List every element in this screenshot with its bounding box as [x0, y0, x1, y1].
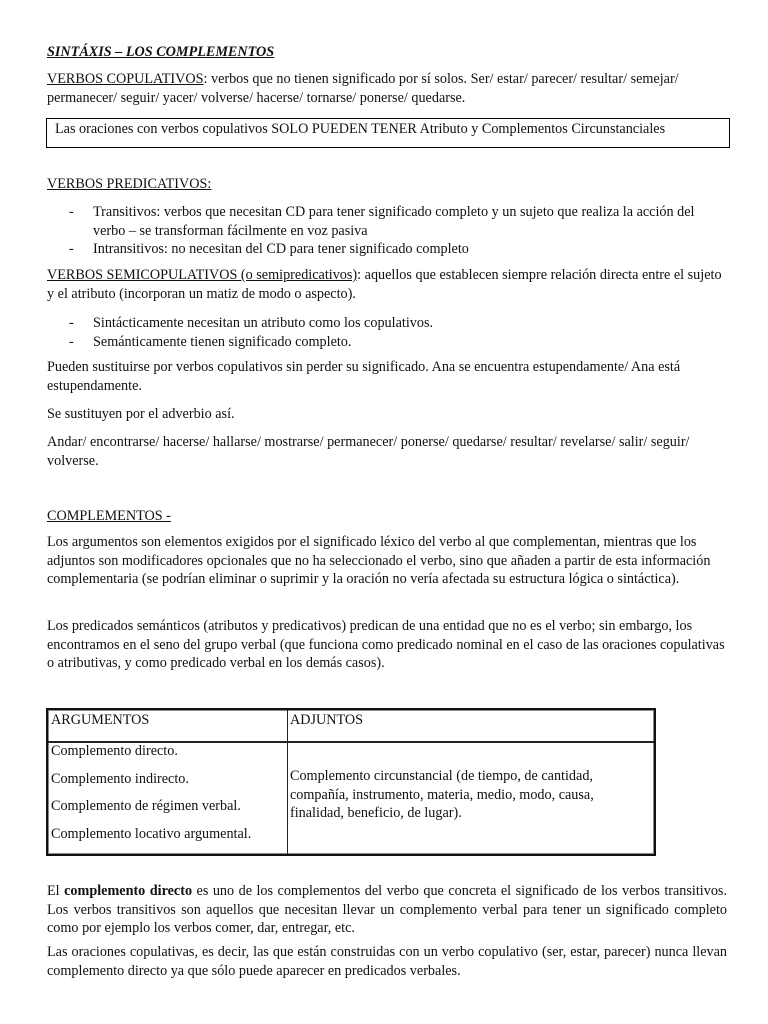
table-cell-item: Complemento indirecto.: [51, 770, 189, 787]
table-cell-item: Complemento locativo argumental.: [51, 825, 252, 842]
table-column-divider: [287, 710, 288, 854]
argumentos-adjuntos-table: [46, 708, 656, 856]
table-cell-item: Complemento de régimen verbal.: [51, 798, 241, 814]
table-header-adjuntos: ADJUNTOS: [290, 712, 364, 728]
predicativos-heading: VERBOS PREDICATIVOS:: [47, 176, 212, 192]
semicopulativos-list: [47, 314, 717, 351]
copulativas-cd-paragraph: Las oraciones copulativas, es decir, las que están construidas con un verbo copulativo (ser, estar, parecer) nunca llevan complemento directo ya que sólo puede aparecer en predicados verbales.: [47, 944, 727, 979]
semicopulativos-text: : aquellos que establecen siempre relación directa entre el sujeto y el atributo (incorporan un matiz de modo o aspecto).: [47, 267, 722, 302]
semicopulativos-verb-list: Andar/ encontrarse/ hacerse/ hallarse/ mostrarse/ permanecer/ ponerse/ quedarse/ resultar/ revelarse/ salir/ seguir/ volverse.: [47, 434, 690, 469]
adjuntos-cell: Complemento circunstancial (de tiempo, de cantidad, compañía, instrumento, materia, medio, modo, causa, finalidad, beneficio, de lugar).: [290, 768, 594, 821]
copulativos-note-box: [46, 118, 730, 148]
copulativos-paragraph: [47, 70, 727, 107]
complementos-heading: COMPLEMENTOS -: [47, 508, 171, 524]
semicopulativos-label: VERBOS SEMICOPULATIVOS (o semipredicativos): [47, 267, 358, 283]
copulativos-text: : verbos que no tienen significado por sí solos. Ser/ estar/ parecer/ resultar/ semejar/ permanecer/ seguir/ yacer/ volverse/ hacerse/ tornarse/ ponerse/ quedarse.: [47, 71, 679, 106]
list-item: - Transitivos: verbos que necesitan CD para tener significado completo y un sujeto que realiza la acción del verbo – se transforman fácilmente en voz pasiva: [47, 203, 717, 240]
cd-bold-term: complemento directo: [64, 883, 193, 899]
predicativos-list: [47, 203, 717, 259]
copulativos-label: VERBOS COPULATIVOS: [47, 71, 204, 87]
cd-lead: El: [47, 883, 65, 899]
cd-rest: es uno de los complementos del verbo que concreta el significado de los verbos transitivos. Los verbos transitivos son aquellos que necesitan llevar un complemento verbal para tener un significado completo como por ejemplo los verbos comer, dar, entregar, etc.: [47, 883, 728, 936]
semicopulativos-substitution: Pueden sustituirse por verbos copulativos sin perder su significado. Ana se encuentra estupendamente/ Ana está estupendamente.: [47, 359, 681, 394]
list-item: - Sintácticamente necesitan un atributo como los copulativos.: [47, 314, 717, 333]
list-item: - Semánticamente tienen significado completo.: [47, 333, 717, 352]
complementos-argumentos-paragraph: Los argumentos son elementos exigidos por el significado léxico del verbo al que complementan, mientras que los adjuntos son modificadores opcionales que no ha seleccionado el verbo, sino que añaden a partir de esta información complementaria (se podrían eliminar o suprimir y la oración no vería afectada su estructura lógica o sintáctica).: [47, 534, 711, 587]
copulativos-note-text: Las oraciones con verbos copulativos SOLO PUEDEN TENER Atributo y Complementos Circunstanciales: [55, 121, 666, 137]
semicopulativos-paragraph: [47, 266, 727, 303]
complementos-predicados-paragraph: Los predicados semánticos (atributos y predicativos) predican de una entidad que no es el verbo; sin embargo, los encontramos en el seno del grupo verbal (que funciona como predicado nominal en el caso de las oraciones copulativas o atributivas, y como predicado verbal en los demás casos).: [47, 618, 725, 671]
complemento-directo-paragraph: [47, 882, 727, 938]
semicopulativos-adverb: Se sustituyen por el adverbio así.: [47, 406, 235, 422]
page-title: SINTÁXIS – LOS COMPLEMENTOS: [47, 44, 275, 60]
list-item: - Intransitivos: no necesitan del CD para tener significado completo: [47, 240, 717, 259]
table-cell-item: Complemento directo.: [51, 743, 178, 759]
table-header-argumentos: ARGUMENTOS: [51, 712, 150, 728]
argumentos-cell: [51, 742, 283, 852]
